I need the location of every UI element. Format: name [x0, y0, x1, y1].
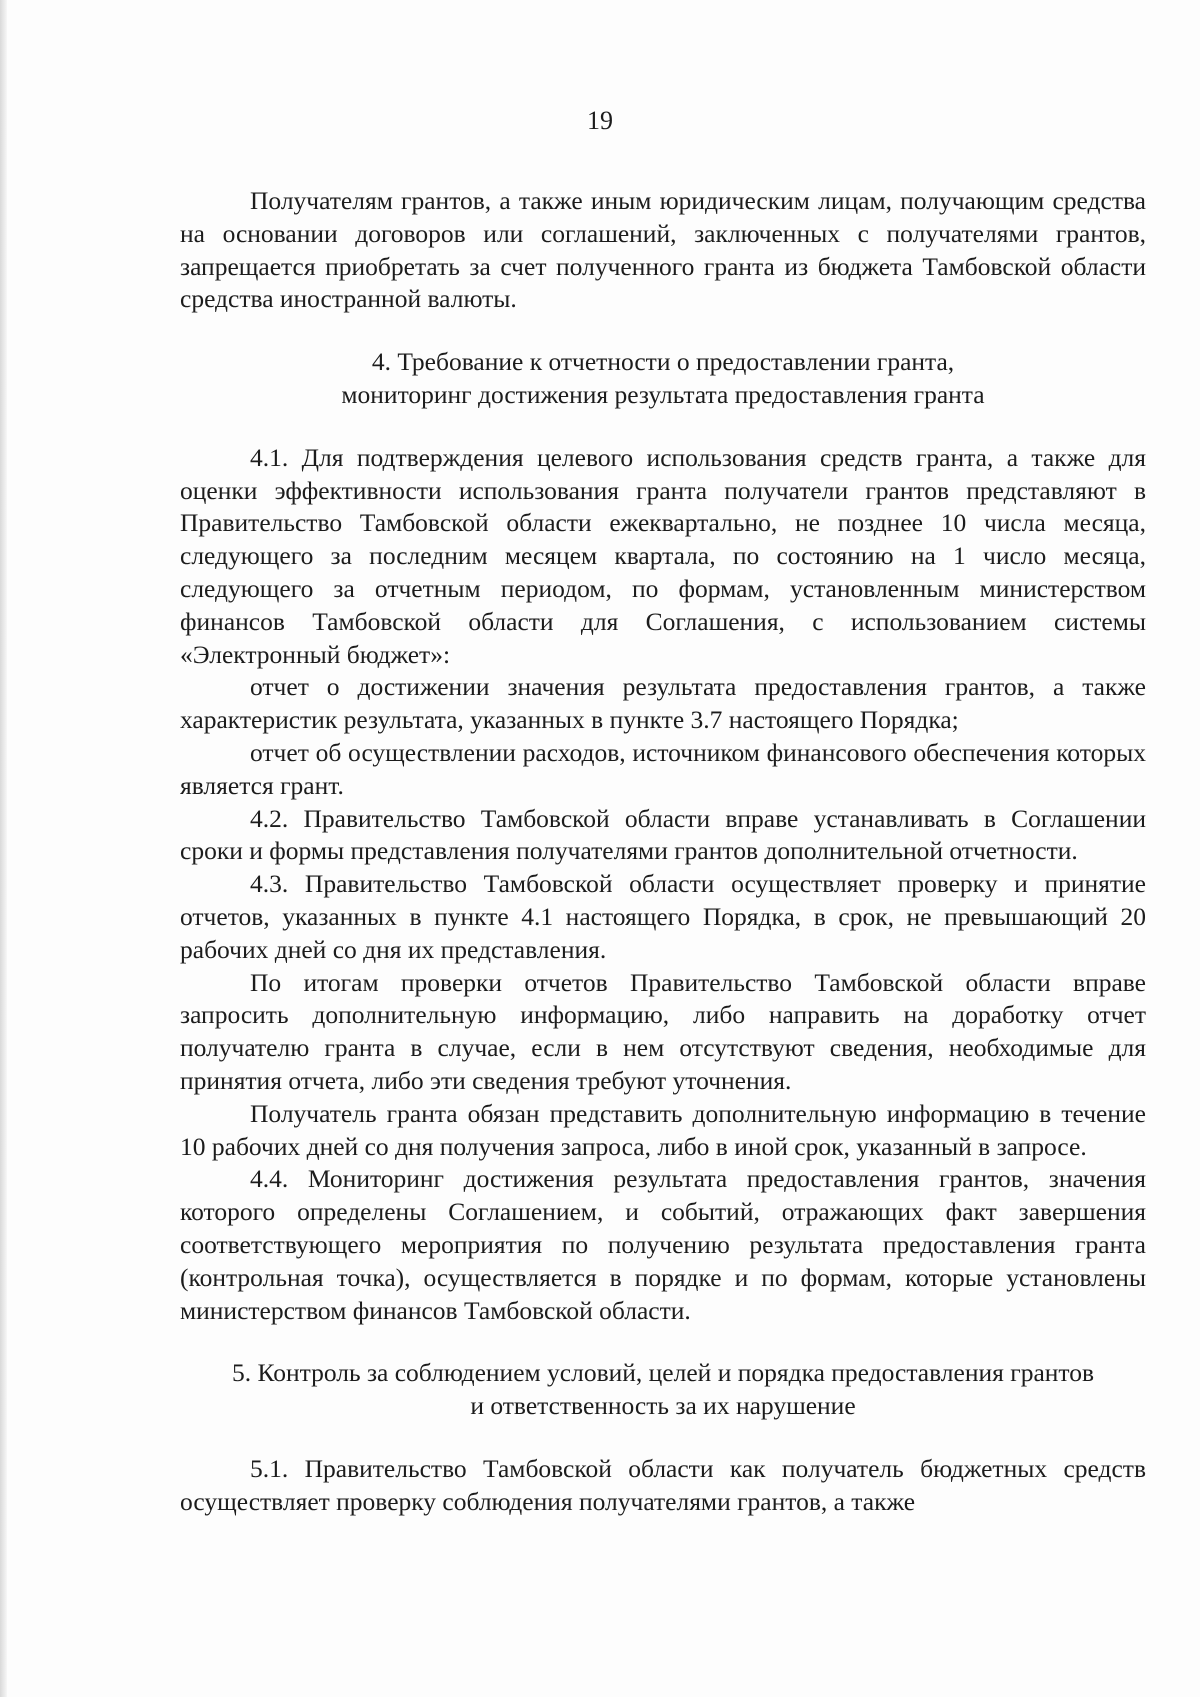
paragraph-4-3: 4.3. Правительство Тамбовской области осуществляет проверку и принятие отчетов, указанных в пункте 4.1 настоящего Порядка, в срок, не превышающий 20 рабочих дней со дня их представления. — [180, 869, 1146, 964]
section-4-heading-line-2: мониторинг достижения результата предоставления гранта — [341, 379, 985, 409]
paragraph-4-3-review: По итогам проверки отчетов Правительство Тамбовской области вправе запросить дополнительную информацию, либо направить на доработку отчет получателю гранта в случае, если в нем отсутствуют сведения, необходимые для принятия отчета, либо эти сведения требуют уточнения. — [180, 967, 1146, 1095]
page-number: 19 — [587, 106, 613, 135]
section-4-heading — [180, 346, 1146, 412]
section-5-heading-line-2: и ответственность за их нарушение — [470, 1391, 856, 1421]
paragraph-intro: Получателям грантов, а также иным юридическим лицам, получающим средства на основании договоров или соглашений, заключенных с получателями грантов, запрещается приобретать за счет полученного гранта из бюджета Тамбовской области средства иностранной валюты. — [180, 186, 1146, 314]
scan-edge — [0, 0, 7, 1697]
paragraph-5-1: 5.1. Правительство Тамбовской области как получатель бюджетных средств осуществляет проверку соблюдения получателями грантов, а также — [180, 1453, 1146, 1516]
paragraph-4-1-report-expenses: отчет об осуществлении расходов, источником финансового обеспечения которых является грант. — [180, 737, 1146, 800]
section-5-heading-line-1: 5. Контроль за соблюдением условий, целей и порядка предоставления грантов — [231, 1358, 1095, 1388]
section-5-heading — [180, 1357, 1146, 1423]
paragraph-4-2: 4.2. Правительство Тамбовской области вправе устанавливать в Соглашении сроки и формы представления получателями грантов дополнительной отчетности. — [180, 803, 1146, 866]
document-body — [180, 185, 1146, 1518]
paragraph-4-3-additional-info: Получатель гранта обязан представить дополнительную информацию в течение 10 рабочих дней со дня получения запроса, либо в иной срок, указанный в запросе. — [180, 1098, 1146, 1161]
section-4-heading-line-1: 4. Требование к отчетности о предоставлении гранта, — [371, 347, 955, 377]
paragraph-4-1-report-results: отчет о достижении значения результата предоставления грантов, а также характеристик результата, указанных в пункте 3.7 настоящего Порядка; — [180, 672, 1146, 735]
paragraph-4-4: 4.4. Мониторинг достижения результата предоставления грантов, значения которого определены Соглашением, и событий, отражающих факт завершения соответствующего мероприятия по получению результата предоставления гранта (контрольная точка), осуществляется в порядке и по формам, которые установлены министерством финансов Тамбовской области. — [180, 1164, 1146, 1325]
paragraph-4-1: 4.1. Для подтверждения целевого использования средств гранта, а также для оценки эффективности использования гранта получатели грантов представляют в Правительство Тамбовской области ежеквартально, не позднее 10 числа месяца, следующего за последним месяцем квартала, по состоянию на 1 число месяца, следующего за отчетным периодом, по формам, установленным министерством финансов Тамбовской области для Соглашения, с использованием системы «Электронный бюджет»: — [180, 442, 1146, 669]
